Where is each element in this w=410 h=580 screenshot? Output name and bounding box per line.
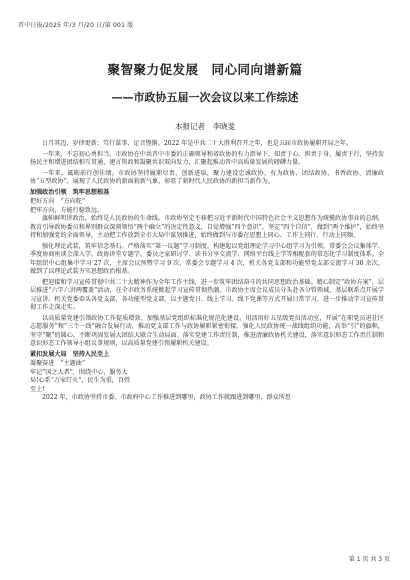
section-subheading: 局!心系“万家灯火”，民生为重，百姓 — [30, 377, 131, 384]
body-paragraph: 强化理论武装，筑牢信念基石。严格落实“第一议题”学习制度，构建起以党组理论学习中心组学习为引领，常委会会议集体学、季度协商座谈会深入学、政协讲堂专题学、委员之家研讨学、读书分享交流学、网络平台线上学等相配套的常态化学习制度体系。全年组织中心组集中学习 27 次，主席会议预暨学习 9 次，常委会专题学习 4 次，机关各党支部和功能型党支部交流学习 30 余次，做到了以理论武装夯实思想政治根基。 — [30, 242, 384, 275]
article-title: 聚智聚力促发展 同心同向谱新篇 — [107, 62, 303, 77]
intro-paragraph: 一年来，砥砺前行创佳绩。市政协坚持履职尽责、创新进取，聚力建设忠诚政协、有为政协、团结政协、书香政协、清廉政协“五型政协”，展现了人民政协的新面貌新气象，彰显了新时代人民政协的新担当新作为。 — [30, 169, 384, 185]
section-heading: 加强政治引领 筑牢思想根基 — [30, 188, 110, 196]
body-paragraph: 2022 年，市政协坚持市委、市政府中心工作推进到哪里，政协工作就跟进到哪里，群众所思 — [42, 394, 292, 401]
body-paragraph: 旗帜鲜明讲政治，始终是人民政协的生命线。市政协坚定不移把习近平新时代中国特色社会主义思想作为统揽政协事业的总纲，教育引导政协委员和界别群众深刻领悟“两个确立”的决定性意义，自觉增强“四个意识”，坚定“四个自信”，做到“两个维护”，始终坚持和加强党的全面领导，主动把工作放到全市大局中谋划推进，始终做到与市委在思想上同心、工作上同行、行动上同频。 — [30, 215, 384, 239]
section-subheading: 至上! — [30, 385, 45, 393]
article-body — [30, 140, 384, 405]
section-subheading: 把好方向 “方向舵” — [30, 198, 85, 205]
article-subtitle: ——市政协五届一次会议以来工作综述 — [111, 91, 299, 104]
section-subheading: 凝聚奋进 “主题曲” — [30, 360, 85, 367]
intro-paragraph: 日月其迈，岁律更新；笃行谋事，足音铿锵。2022 年是中共二十大胜利召开之年，也是五届市政协履职开局之年。 — [42, 140, 352, 147]
section-heading: 紧扣发展大局 坚持人民至上 — [30, 350, 110, 358]
section-subheading: 把牢方向，方能行稳致远。 — [30, 206, 104, 214]
body-paragraph: 以高质量党建引领政协工作提质增效。加强基层党组织标准化规范化建设，用活用好五星级党员活动室，开展“在职党员进社区志愿服务”和“三个一线”融合发展行动，推动党支部工作与政协履职紧密衔接、强化人民政协统一战线组织功能，高举“引”的旗帜，坚守“聚”的圆心，不断巩固发展大团结大联合生动局面。落实党建工作责任制，推进清廉政协机关建设，落实意识形态工作责任制和意识形态工作领导小组议事规则，以高质量党建引领履职机关建设。 — [30, 314, 384, 347]
section-subheading: 牢记“国之大者”，围绕中心，服务大 — [30, 368, 128, 376]
newspaper-source-line: 晋中日报/2025 年/3 月/20 日/第 001 版 — [18, 22, 134, 29]
page-number: 第 1 页 共 3 页 — [348, 556, 390, 563]
body-paragraph: 把迎接和学习宣传贯彻中共二十大精神作为全年工作主线，进一步筑牢团结奋斗的共同思想政治基础。精心制定“政协方案”，层层推进“六学六讲两覆盖”活动，在全市政务系统掀起学习宣传贯彻热潮。市政协主席会议成员分头赴各分管领域、基层联系点开展学习宣讲。机关党委牵头各党支部，各功能型党支部，以主题党日、线上学习、线下党课等方式开展日常学习，进一步推动学习宣传贯彻工作走深走实。 — [30, 278, 384, 311]
intro-paragraph: 一年来，不忘初心勇担当。市政协在中共晋中市委的正确领导和省政协的有力指导下，知责于心、担责于身、履责于行，坚持发扬民主和增进团结相互贯通、建言资政和凝聚共识双向发力，汇聚起推动晋中高质量发展的磅礴力量。 — [30, 150, 384, 166]
article-byline: 本报记者 李晓斐 — [175, 122, 235, 131]
